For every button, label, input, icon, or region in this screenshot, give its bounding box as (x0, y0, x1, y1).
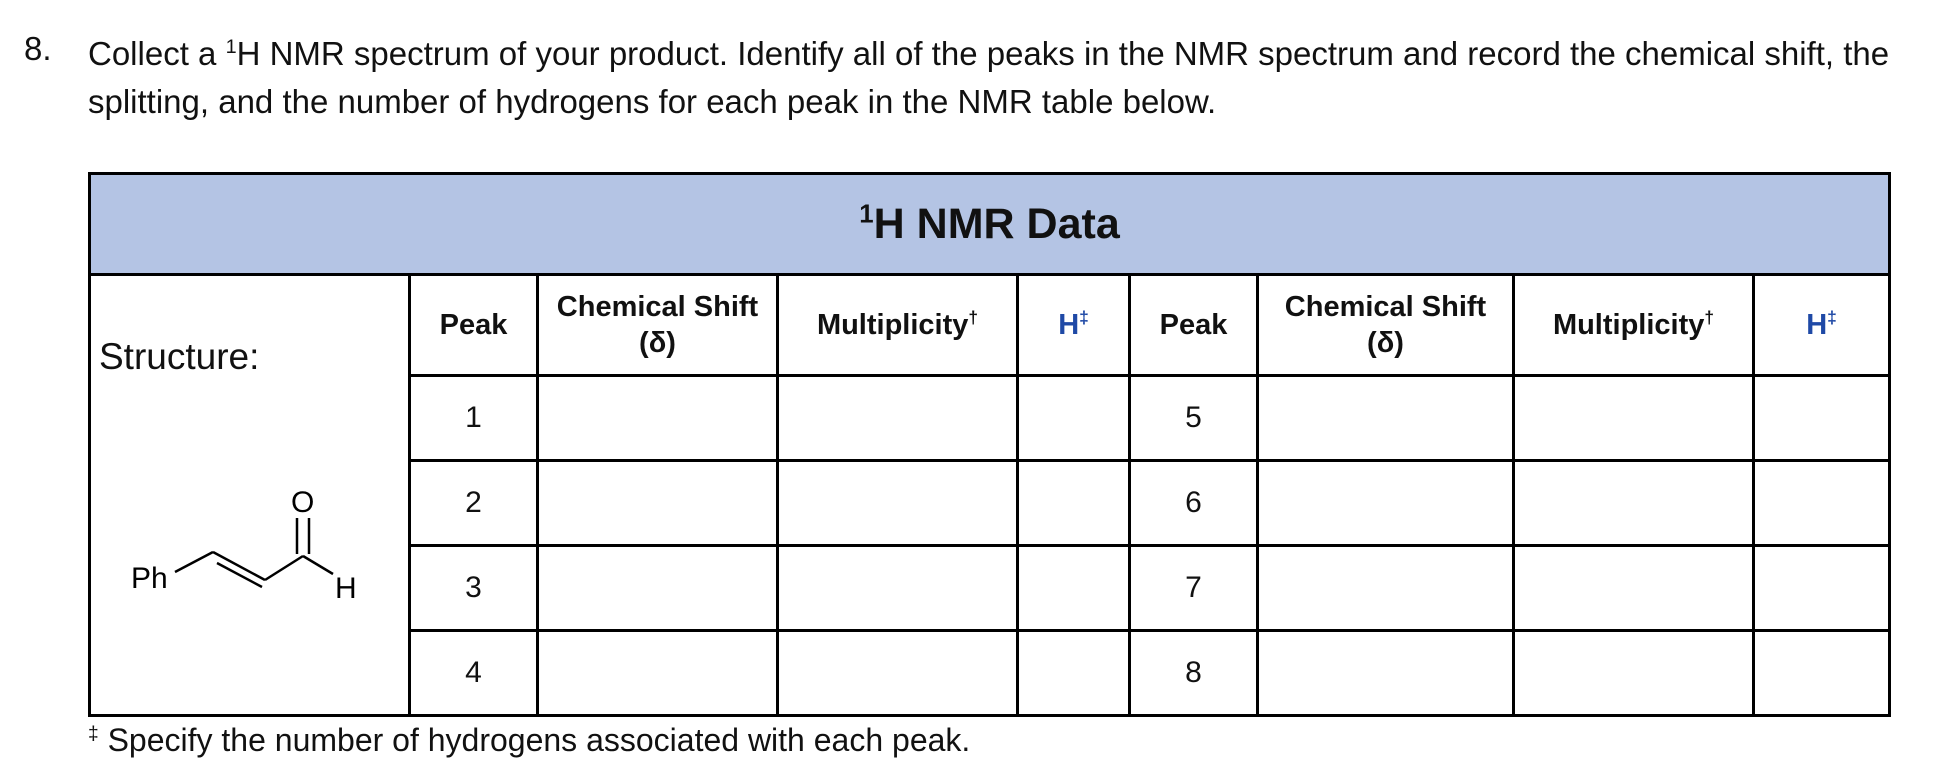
multiplicity-entry-cell[interactable] (778, 376, 1018, 461)
header-h-text: H (1058, 309, 1080, 341)
shift-entry-cell[interactable] (1258, 546, 1514, 631)
multiplicity-entry-cell[interactable] (1514, 376, 1754, 461)
shift-entry-cell[interactable] (1258, 461, 1514, 546)
shift-entry-cell[interactable] (538, 376, 778, 461)
structure-cell (90, 275, 410, 716)
peak-number-left: 2 (410, 461, 538, 546)
shift-entry-cell[interactable] (538, 461, 778, 546)
peak-number-right: 8 (1130, 631, 1258, 716)
table-title (90, 174, 1890, 275)
peak-number-right: 7 (1130, 546, 1258, 631)
h-count-entry-cell[interactable] (1018, 631, 1130, 716)
peak-number-right: 6 (1130, 461, 1258, 546)
structure-label: Structure: (99, 336, 260, 377)
nmr-data-table (88, 172, 1891, 717)
shift-entry-cell[interactable] (538, 631, 778, 716)
h-count-entry-cell[interactable] (1754, 546, 1890, 631)
header-peak-right: Peak (1130, 275, 1258, 376)
shift-entry-cell[interactable] (538, 546, 778, 631)
header-shift-line2: (δ) (639, 327, 676, 359)
structure-oxygen-label: O (291, 486, 315, 519)
h-count-entry-cell[interactable] (1754, 631, 1890, 716)
question-number: 8. (24, 30, 52, 67)
shift-entry-cell[interactable] (1258, 376, 1514, 461)
multiplicity-entry-cell[interactable] (1514, 461, 1754, 546)
peak-number-left: 1 (410, 376, 538, 461)
table-title-text: H NMR Data (873, 199, 1120, 248)
header-h-mark: ‡ (1079, 307, 1089, 328)
header-multiplicity-mark: † (1704, 307, 1715, 328)
structure-hydrogen-label: H (335, 572, 357, 605)
multiplicity-entry-cell[interactable] (778, 546, 1018, 631)
header-chemical-shift-left (538, 275, 778, 376)
header-multiplicity-right (1514, 275, 1754, 376)
header-chemical-shift-right (1258, 275, 1514, 376)
h-count-entry-cell[interactable] (1018, 376, 1130, 461)
header-shift-line2: (δ) (1367, 327, 1404, 359)
footnote-text: Specify the number of hydrogens associated with each peak. (98, 722, 971, 758)
header-multiplicity-text: Multiplicity (1552, 309, 1705, 341)
h-count-entry-cell[interactable] (1018, 546, 1130, 631)
header-h-text: H (1806, 309, 1828, 341)
footnote-mark: ‡ (88, 723, 99, 745)
multiplicity-entry-cell[interactable] (1514, 631, 1754, 716)
header-shift-line1: Chemical Shift (556, 291, 759, 323)
structure-ph-label: Ph (131, 562, 168, 595)
header-multiplicity-mark: † (968, 307, 979, 328)
h-count-entry-cell[interactable] (1754, 461, 1890, 546)
multiplicity-entry-cell[interactable] (778, 461, 1018, 546)
cinnamaldehyde-structure (131, 476, 391, 626)
question-text-start: Collect a (88, 35, 226, 72)
peak-number-left: 4 (410, 631, 538, 716)
h-count-entry-cell[interactable] (1754, 376, 1890, 461)
footnote (88, 722, 970, 759)
header-h-mark: ‡ (1827, 307, 1837, 328)
structure-bond (303, 556, 333, 574)
header-h-right (1754, 275, 1890, 376)
header-multiplicity-text: Multiplicity (816, 309, 969, 341)
question-text-rest: H NMR spectrum of your product. Identify all of the peaks in the NMR spectrum and record the chemical shift, the splitting, and the number of hydrogens for each peak in the NMR table below. (88, 35, 1890, 120)
header-shift-line1: Chemical Shift (1284, 291, 1487, 323)
multiplicity-entry-cell[interactable] (778, 631, 1018, 716)
structure-bond (265, 556, 303, 580)
header-multiplicity-left (778, 275, 1018, 376)
table-title-superscript: 1 (859, 200, 874, 229)
question-text (88, 30, 1908, 126)
peak-number-right: 5 (1130, 376, 1258, 461)
header-h-left (1018, 275, 1130, 376)
structure-bond (175, 552, 213, 572)
h-count-entry-cell[interactable] (1018, 461, 1130, 546)
peak-number-left: 3 (410, 546, 538, 631)
shift-entry-cell[interactable] (1258, 631, 1514, 716)
question-superscript: 1 (225, 36, 237, 58)
multiplicity-entry-cell[interactable] (1514, 546, 1754, 631)
header-peak-left: Peak (410, 275, 538, 376)
